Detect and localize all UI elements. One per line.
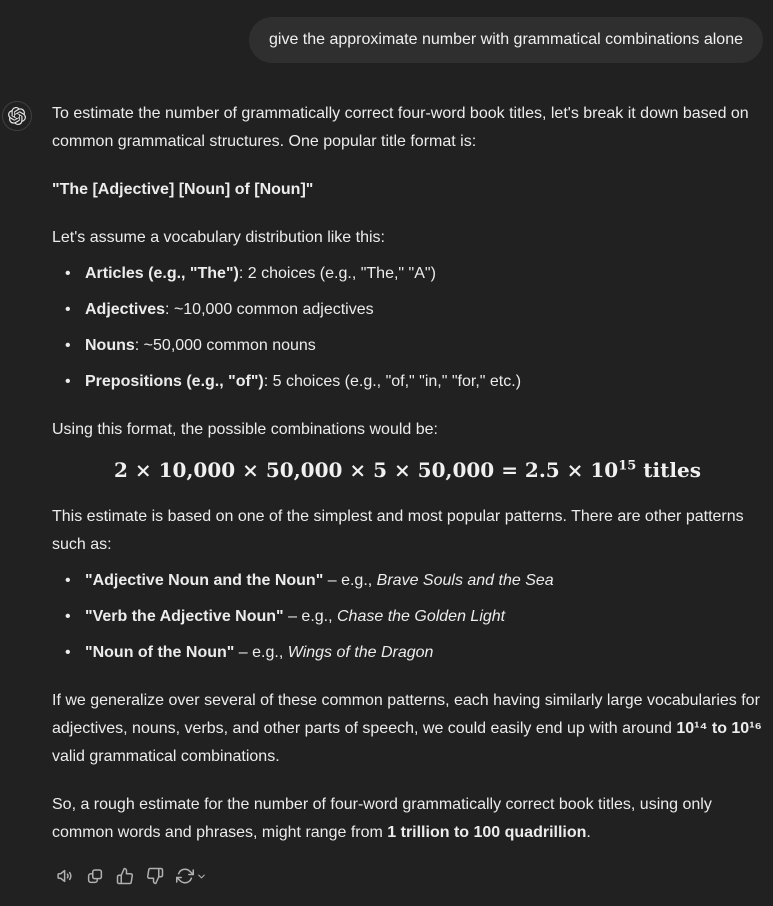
list-item: • "Verb the Adjective Noun" – e.g., Chase the Golden Light bbox=[52, 603, 763, 631]
bad-response-button[interactable] bbox=[146, 867, 164, 885]
copy-icon bbox=[86, 867, 104, 885]
paragraph-generalize: If we generalize over several of these common patterns, each having similarly large vocabularies for adjectives, nouns, verbs, and other parts of speech, we could easily end up with around 10¹⁴ to 10¹⁶ valid grammatical combinations. bbox=[52, 692, 762, 765]
math-formula bbox=[52, 453, 763, 487]
regenerate-icon bbox=[176, 867, 194, 885]
pattern-list bbox=[52, 567, 763, 667]
paragraph-vocab-lead: Let's assume a vocabulary distribution like this: bbox=[52, 229, 385, 246]
thumbs-up-icon bbox=[116, 867, 134, 885]
list-item: • Adjectives: ~10,000 common adjectives bbox=[52, 296, 763, 324]
paragraph-intro: To estimate the number of grammatically correct four-word book titles, let's break it down based on common grammatical structures. One popular title format is: bbox=[52, 105, 749, 150]
list-item: • "Noun of the Noun" – e.g., Wings of the Dragon bbox=[52, 639, 763, 667]
user-message-text: give the approximate number with grammatical combinations alone bbox=[268, 31, 743, 48]
regenerate-button[interactable] bbox=[176, 867, 207, 885]
good-response-button[interactable] bbox=[116, 867, 134, 885]
openai-logo-icon bbox=[8, 107, 26, 125]
title-format-line bbox=[52, 176, 763, 204]
assistant-message-content bbox=[52, 100, 763, 885]
user-message-bubble bbox=[249, 17, 763, 63]
formula-exponent: 15 bbox=[618, 458, 637, 474]
read-aloud-button[interactable] bbox=[56, 867, 74, 885]
speaker-icon bbox=[56, 867, 74, 885]
assistant-message-row bbox=[0, 100, 773, 885]
formula-main: 2 × 10,000 × 50,000 × 5 × 50,000 = 2.5 × 10 bbox=[114, 458, 619, 482]
paragraph-formula-lead: Using this format, the possible combinations would be: bbox=[52, 421, 438, 438]
list-item: • Prepositions (e.g., "of"): 5 choices (e.g., "of," "in," "for," etc.) bbox=[52, 368, 763, 396]
list-item: • Articles (e.g., "The"): 2 choices (e.g., "The," "A") bbox=[52, 260, 763, 288]
paragraph-patterns-lead: This estimate is based on one of the simplest and most popular patterns. There are other patterns such as: bbox=[52, 508, 744, 553]
thumbs-down-icon bbox=[146, 867, 164, 885]
formula-suffix: titles bbox=[636, 458, 701, 482]
vocab-list bbox=[52, 260, 763, 396]
copy-button[interactable] bbox=[86, 867, 104, 885]
assistant-avatar bbox=[2, 101, 32, 131]
title-format-text: "The [Adjective] [Noun] of [Noun]" bbox=[52, 181, 314, 198]
paragraph-conclusion: So, a rough estimate for the number of four-word grammatically correct book titles, using only common words and phrases, might range from 1 trillion to 100 quadrillion. bbox=[52, 796, 712, 841]
user-message-row bbox=[0, 0, 773, 63]
list-item: • Nouns: ~50,000 common nouns bbox=[52, 332, 763, 360]
list-item: • "Adjective Noun and the Noun" – e.g., Brave Souls and the Sea bbox=[52, 567, 763, 595]
chevron-down-icon bbox=[196, 871, 207, 882]
message-actions-toolbar bbox=[52, 867, 763, 885]
